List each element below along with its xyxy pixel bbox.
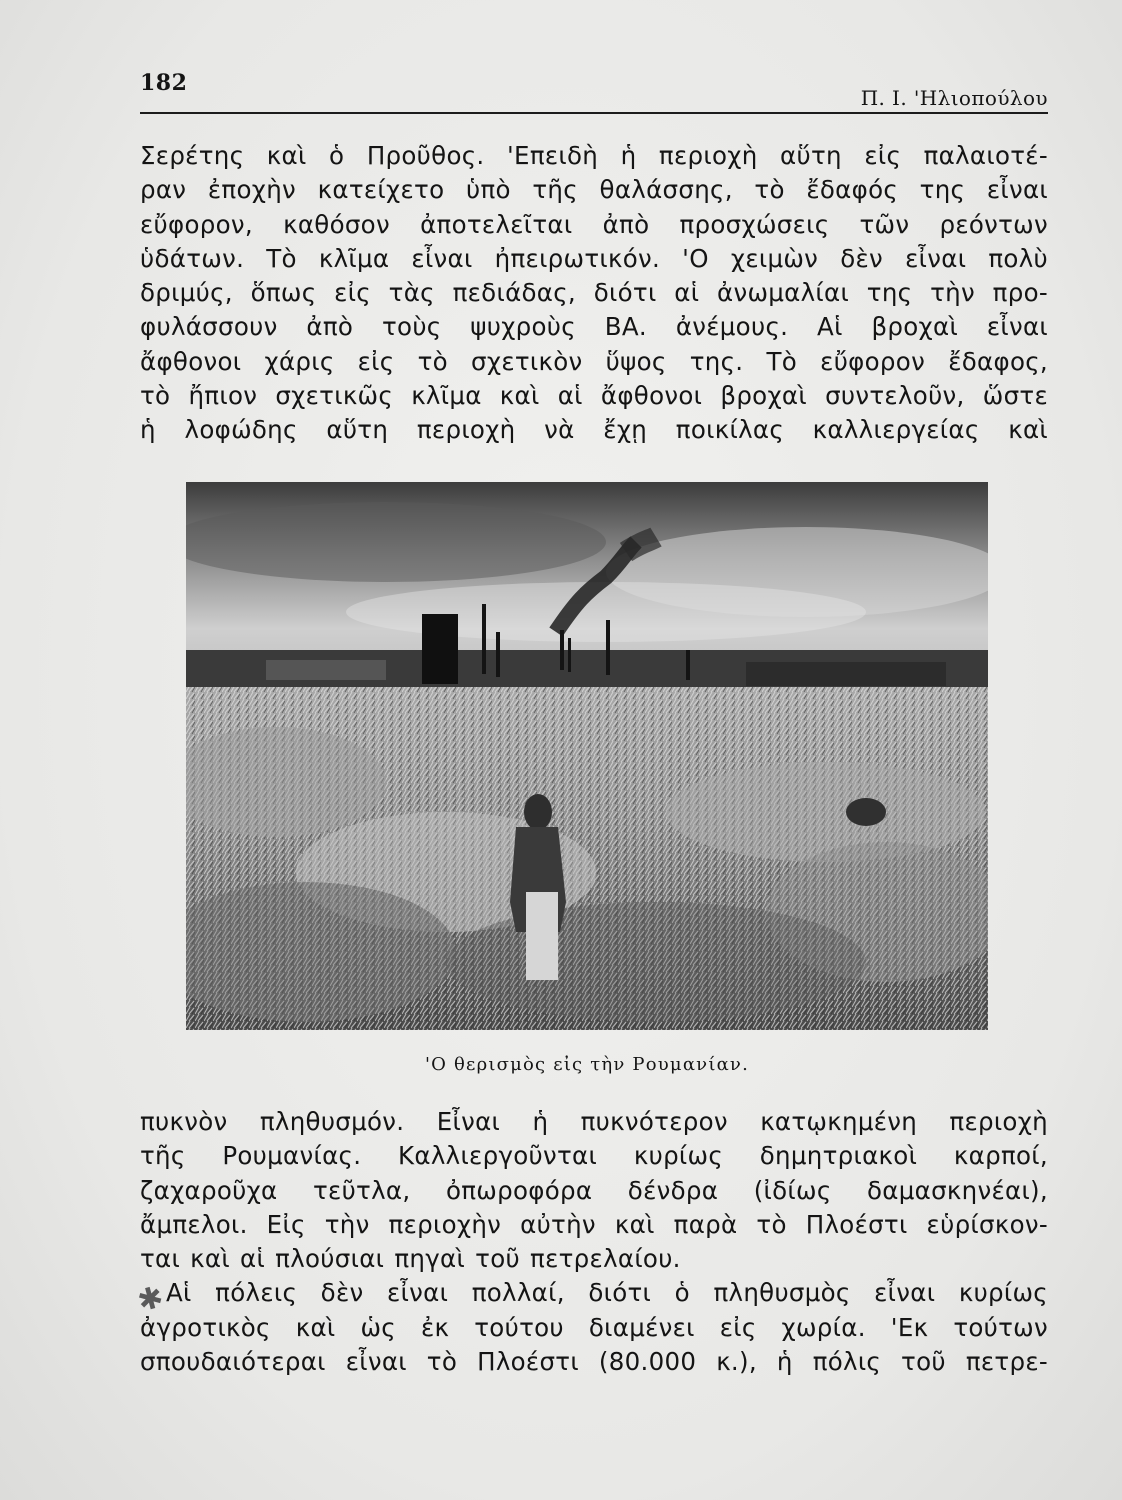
text-line: ται καὶ αἱ πλούσιαι πηγαὶ τοῦ πετρελαίου. [140,1244,681,1274]
text-line: σπουδαιότεραι εἶναι τὸ Πλοέστι (80.000 κ.), ἡ πόλις τοῦ πετρε- [140,1347,1048,1377]
text-line: Αἱ πόλεις δὲν εἶναι πολλαί, διότι ὁ πληθυσμὸς εἶναι κυρίως [166,1278,1048,1308]
running-head: Π. Ι. 'Ηλιοπούλου [860,86,1048,110]
text-line: φυλάσσουν ἀπὸ τοὺς ψυχροὺς ΒΑ. ἀνέμους. Αἱ βροχαὶ εἶναι [140,312,1048,342]
paragraph-before-figure [140,139,1048,448]
paragraph-after-figure [140,1105,1048,1379]
handwritten-mark-icon: ✱ [133,1279,168,1320]
page-number: 182 [140,70,188,96]
text-line: Σερέτης καὶ ὁ Προῦθος. 'Επειδὴ ἡ περιοχὴ αὕτη εἰς παλαιοτέ- [140,141,1048,170]
text-line: τὸ ἤπιον σχετικῶς κλῖμα καὶ αἱ ἄφθονοι βροχαὶ συντελοῦν, ὥστε [140,381,1048,411]
text-line: πυκνὸν πληθυσμόν. Εἶναι ἡ πυκνότερον κατῳκημένη περιοχὴ [140,1107,1048,1136]
figure-caption: 'Ο θερισμὸς εἰς τὴν Ρουμανίαν. [424,1054,749,1075]
text-line: ραν ἐποχὴν κατείχετο ὑπὸ τῆς θαλάσσης, τὸ ἔδαφός της εἶναι [140,175,1048,205]
text-line: ἡ λοφώδης αὕτη περιοχὴ νὰ ἔχῃ ποικίλας καλλιεργείας καὶ [140,415,1048,445]
header-rule [140,112,1048,114]
text-line: ἀγροτικὸς καὶ ὡς ἐκ τούτου διαμένει εἰς χωρία. 'Εκ τούτων [140,1312,1048,1342]
text-line: εὔφορον, καθόσον ἀποτελεῖται ἀπὸ προσχώσεις τῶν ρεόντων [140,209,1048,239]
harvest-photograph [186,482,988,1030]
text-line: ζαχαροῦχα τεῦτλα, ὀπωροφόρα δένδρα (ἰδίως δαμασκηνέαι), [140,1175,1048,1205]
text-line: ἄφθονοι χάρις εἰς τὸ σχετικὸν ὕψος της. Τὸ εὔφορον ἔδαφος, [140,346,1048,376]
text-line: δριμύς, ὅπως εἰς τὰς πεδιάδας, διότι αἱ ἀνωμαλίαι της τὴν προ- [140,278,1048,308]
text-line: τῆς Ρουμανίας. Καλλιεργοῦνται κυρίως δημητριακοὶ καρποί, [140,1141,1048,1171]
text-line: ὑδάτων. Τὸ κλῖμα εἶναι ἠπειρωτικόν. 'Ο χειμὼν δὲν εἶναι πολὺ [140,243,1048,273]
text-line: ἄμπελοι. Εἰς τὴν περιοχὴν αὐτὴν καὶ παρὰ τὸ Πλοέστι εὑρίσκον- [140,1209,1048,1239]
